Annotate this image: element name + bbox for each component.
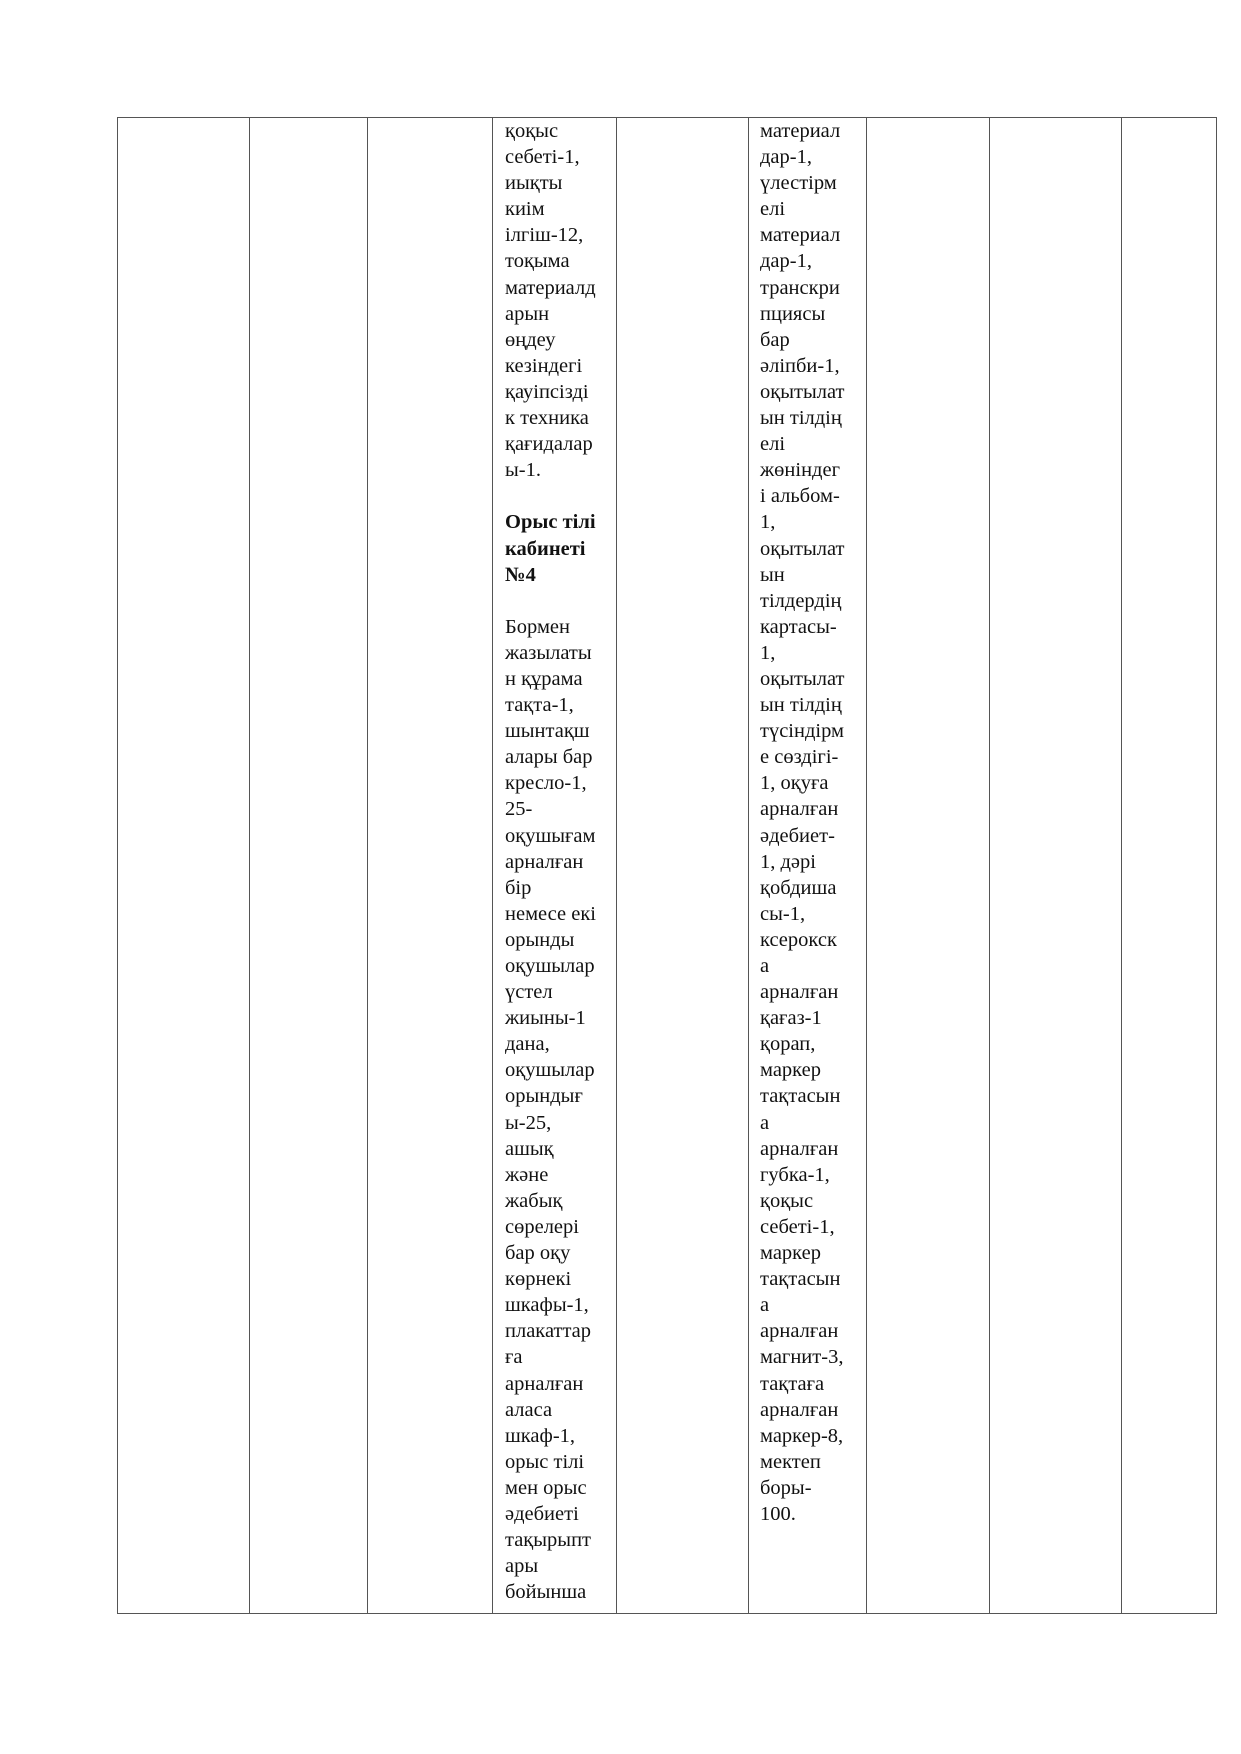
cell-text-line: 100.: [760, 1502, 796, 1525]
cell-text-line: ын тілдің: [760, 407, 842, 430]
column-divider: [249, 118, 250, 1613]
cell-text-line: [505, 483, 596, 509]
cell-text-line: шынтақш: [505, 720, 590, 743]
cell-text-line: маркер-8,: [760, 1424, 844, 1447]
section-heading-line: №4: [505, 563, 536, 586]
cell-text-line: [505, 588, 596, 614]
cell-text-line: н құрама: [505, 667, 583, 690]
cell-text-line: ксерокск: [760, 928, 837, 951]
cell-text-line: тақтасын: [760, 1085, 841, 1108]
column-divider: [989, 118, 990, 1613]
column-divider: [492, 118, 493, 1613]
cell-text-line: орындығ: [505, 1085, 583, 1108]
cell-text-line: киім: [505, 198, 545, 221]
cell-text-line: қағаз-1: [760, 1007, 822, 1030]
column-divider: [866, 118, 867, 1613]
cell-text-line: шкафы-1,: [505, 1294, 589, 1317]
cell-text-line: бір: [505, 876, 532, 899]
cell-text-line: тоқыма: [505, 250, 570, 273]
cell-text-line: арналған: [760, 981, 839, 1004]
cell-text-line: орыс тілі: [505, 1450, 585, 1473]
cell-text-line: материал: [760, 120, 841, 142]
cell-text-line: арналған: [505, 850, 584, 873]
cell-text-line: оқушылар: [505, 1059, 595, 1082]
cell-text-line: е сөздігі-: [760, 746, 839, 769]
cell-text-line: алары бар: [505, 746, 593, 769]
cell-text-line: қобдиша: [760, 876, 837, 899]
cell-text-line: елі: [760, 433, 786, 456]
cell-text-line: боры-: [760, 1476, 812, 1499]
cell-text-line: ын: [760, 563, 785, 586]
cell-text-line: жазылаты: [505, 641, 592, 664]
cell-text-line: маркер: [760, 1242, 821, 1265]
cell-text-line: себеті-1,: [505, 146, 580, 169]
cell-text-line: қоқыс: [760, 1189, 814, 1212]
cell-text-line: тақырыпт: [505, 1529, 591, 1552]
cell-text-line: дар-1,: [760, 250, 812, 273]
cell-text-line: оқушығам: [505, 824, 596, 847]
cell-text-line: а: [760, 955, 770, 977]
document-table: [117, 117, 1217, 1614]
cell-text-line: і альбом-: [760, 485, 840, 508]
cell-text-line: ы-1.: [505, 459, 541, 482]
cell-text-line: арын: [505, 302, 550, 325]
section-heading-line: кабинеті: [505, 537, 586, 560]
cell-text-line: сы-1,: [760, 902, 806, 925]
section-heading-line: Орыс тілі: [505, 511, 596, 534]
cell-text-line: иықты: [505, 172, 563, 195]
cell-text-line: аласа: [505, 1398, 553, 1421]
cell-text-line: 1, дәрі: [760, 850, 816, 873]
cell-text-line: 25-: [505, 798, 533, 821]
cell-text-line: тақта-1,: [505, 694, 574, 717]
cell-text-line: транскри: [760, 276, 840, 299]
cell-text-line: маркер: [760, 1059, 821, 1082]
table-cell-equipment-list: [505, 118, 596, 1605]
cell-text-line: 1,: [760, 641, 776, 664]
cell-text-line: қағидалар: [505, 433, 593, 456]
cell-text-line: ы-25,: [505, 1111, 552, 1134]
cell-text-line: материалд: [505, 276, 596, 299]
cell-text-line: ілгіш-12,: [505, 224, 584, 247]
cell-text-line: материал: [760, 224, 841, 247]
cell-text-line: арналған: [760, 1398, 839, 1421]
cell-text-line: өңдеу: [505, 328, 556, 351]
cell-text-line: түсіндірм: [760, 720, 845, 743]
cell-text-line: жөніндег: [760, 459, 840, 482]
column-divider: [748, 118, 749, 1613]
cell-text-line: бар: [760, 328, 790, 351]
cell-text-line: орынды: [505, 928, 575, 951]
cell-text-line: оқытылат: [760, 667, 845, 690]
cell-text-line: картасы-: [760, 615, 837, 638]
cell-text-line: пциясы: [760, 302, 826, 325]
cell-text-line: ашық: [505, 1137, 554, 1160]
cell-text-line: жабық: [505, 1189, 563, 1212]
cell-text-line: дана,: [505, 1033, 550, 1056]
cell-text-line: мектеп: [760, 1450, 821, 1473]
column-divider: [367, 118, 368, 1613]
cell-text-line: себеті-1,: [760, 1215, 835, 1238]
cell-text-line: арналған: [505, 1372, 584, 1395]
cell-text-line: әдебиет-: [760, 824, 835, 847]
cell-text-line: арналған: [760, 1137, 839, 1160]
cell-text-line: тақтаға: [760, 1372, 825, 1395]
cell-text-line: көрнекі: [505, 1268, 572, 1291]
cell-text-line: жиыны-1: [505, 1007, 586, 1030]
cell-text-line: тілдердің: [760, 589, 842, 612]
column-divider: [1121, 118, 1122, 1613]
cell-text-line: бойынша: [505, 1581, 587, 1604]
cell-text-line: кресло-1,: [505, 772, 587, 795]
cell-text-line: арналған: [760, 798, 839, 821]
cell-text-line: елі: [760, 198, 786, 221]
column-divider: [616, 118, 617, 1613]
cell-text-line: сөрелері: [505, 1215, 579, 1238]
cell-text-line: қоқыс: [505, 120, 559, 142]
cell-text-line: ын тілдің: [760, 694, 842, 717]
cell-text-line: 1, оқуға: [760, 772, 829, 795]
cell-text-line: бар оқу: [505, 1242, 571, 1265]
cell-text-line: арналған: [760, 1320, 839, 1343]
cell-text-line: кезіндегі: [505, 354, 583, 377]
cell-text-line: дар-1,: [760, 146, 812, 169]
cell-text-line: оқытылат: [760, 537, 845, 560]
cell-text-line: шкаф-1,: [505, 1424, 576, 1447]
cell-text-line: 1,: [760, 511, 776, 534]
cell-text-line: губка-1,: [760, 1163, 830, 1186]
cell-text-line: ға: [505, 1346, 523, 1369]
cell-text-line: және: [505, 1163, 549, 1186]
cell-text-line: үлестірм: [760, 172, 837, 195]
cell-text-line: магнит-3,: [760, 1346, 844, 1369]
cell-text-line: а: [760, 1111, 770, 1134]
cell-text-line: үстел: [505, 981, 553, 1004]
cell-text-line: оқушылар: [505, 955, 595, 977]
cell-text-line: қауіпсізді: [505, 380, 589, 403]
cell-text-line: а: [760, 1294, 770, 1317]
cell-text-line: оқытылат: [760, 380, 845, 403]
cell-text-line: мен орыс: [505, 1476, 587, 1499]
cell-text-line: к техника: [505, 407, 589, 430]
cell-text-line: тақтасын: [760, 1268, 841, 1291]
cell-text-line: ары: [505, 1555, 539, 1578]
cell-text-line: әліпби-1,: [760, 354, 840, 377]
table-cell-materials-list: [760, 118, 844, 1527]
cell-text-line: қорап,: [760, 1033, 816, 1056]
cell-text-line: Бормен: [505, 615, 571, 638]
cell-text-line: плакаттар: [505, 1320, 592, 1343]
cell-text-line: немесе екі: [505, 902, 596, 925]
cell-text-line: әдебиеті: [505, 1502, 579, 1525]
